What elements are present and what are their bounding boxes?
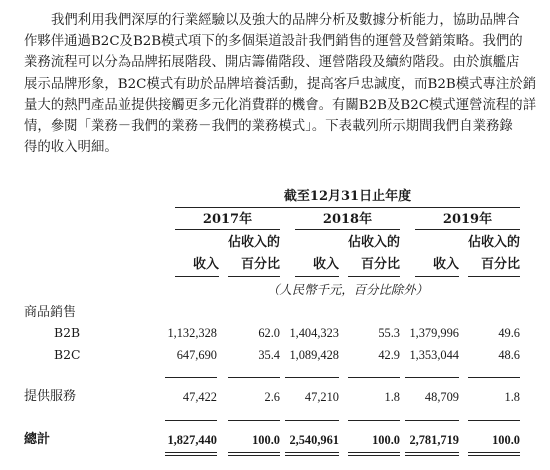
divider <box>348 420 400 421</box>
total-label: 總計 <box>24 432 51 447</box>
divider <box>468 377 520 378</box>
column-header: 收入 <box>192 257 219 272</box>
unit-note: （人民幣千元，百分比除外） <box>266 282 429 297</box>
column-header: 百分比 <box>360 257 400 272</box>
column-header: 佔收入的 <box>348 235 401 250</box>
divider <box>175 229 280 230</box>
column-header: 收入 <box>312 257 339 272</box>
divider <box>228 276 280 277</box>
column-header: 百分比 <box>240 257 280 272</box>
divider <box>295 276 339 277</box>
column-header: 佔收入的 <box>228 235 281 250</box>
divider <box>165 420 217 421</box>
paragraph-line: 情，參閱「業務－我們的業務－我們的業務模式」。下表載列所示期間我們自業務錄 <box>24 119 513 135</box>
cell-revenue: 1,132,328 <box>167 326 217 340</box>
divider <box>348 276 400 277</box>
intro-paragraph <box>24 10 537 158</box>
cell-revenue: 47,422 <box>182 390 217 404</box>
cell-percentage: 49.6 <box>498 326 520 340</box>
cell-revenue: 1,827,440 <box>167 433 217 447</box>
section-label: 商品銷售 <box>24 305 77 320</box>
year-header: 2018年 <box>322 212 373 227</box>
double-underline <box>468 452 520 456</box>
double-underline <box>228 452 280 456</box>
divider <box>405 420 459 421</box>
cell-percentage: 100.0 <box>492 433 520 447</box>
cell-revenue: 1,353,044 <box>409 348 459 362</box>
divider <box>468 276 520 277</box>
paragraph-line: 作夥伴通過B2C及B2B模式項下的多個渠道設計我們銷售的運營及營銷策略。我們的 <box>24 34 523 50</box>
paragraph-line: 我們利用我們深厚的行業經驗以及強大的品牌分析及數據分析能力，協助品牌合 <box>51 13 520 28</box>
divider <box>175 207 520 208</box>
cell-revenue: 1,379,996 <box>409 326 459 340</box>
divider <box>285 420 339 421</box>
cell-percentage: 48.6 <box>498 348 520 362</box>
cell-revenue: 1,404,323 <box>289 326 339 340</box>
cell-percentage: 62.0 <box>258 326 280 340</box>
column-header: 收入 <box>432 257 459 272</box>
cell-revenue: 1,089,428 <box>289 348 339 362</box>
cell-revenue: 2,540,961 <box>289 433 339 447</box>
cell-percentage: 42.9 <box>378 348 400 362</box>
paragraph-line: 量大的熱門產品並提供接觸更多元化消費群的機會。有關B2B及B2C模式運營流程的詳 <box>24 97 537 113</box>
period-header: 截至12月31日止年度 <box>283 189 412 204</box>
divider <box>228 420 280 421</box>
cell-percentage: 35.4 <box>258 348 280 362</box>
divider <box>295 229 400 230</box>
divider <box>405 377 459 378</box>
cell-percentage: 1.8 <box>504 390 520 404</box>
double-underline <box>285 452 339 456</box>
cell-percentage: 100.0 <box>372 433 400 447</box>
divider <box>468 420 520 421</box>
cell-revenue: 48,709 <box>424 390 459 404</box>
paragraph-line: 展示品牌形象，B2C模式有助於品牌培養活動，提高客戶忠誠度，而B2B模式專注於銷 <box>24 76 537 92</box>
paragraph-line: 得的收入明細。 <box>24 140 118 156</box>
divider <box>415 229 520 230</box>
divider <box>228 377 280 378</box>
divider <box>415 276 459 277</box>
cell-revenue: 47,210 <box>304 390 339 404</box>
divider <box>175 276 219 277</box>
row-label: B2B <box>54 325 81 340</box>
row-label: B2C <box>54 347 81 362</box>
divider <box>285 377 339 378</box>
row-label: 提供服務 <box>24 389 77 404</box>
year-header: 2019年 <box>442 212 493 227</box>
year-header: 2017年 <box>202 212 253 227</box>
cell-percentage: 2.6 <box>264 390 280 404</box>
column-header: 佔收入的 <box>468 235 521 250</box>
double-underline <box>348 452 400 456</box>
divider <box>165 377 217 378</box>
cell-percentage: 55.3 <box>378 326 400 340</box>
double-underline <box>165 452 217 456</box>
cell-revenue: 2,781,719 <box>409 433 459 447</box>
column-header: 百分比 <box>480 257 520 272</box>
double-underline <box>405 452 459 456</box>
divider <box>348 377 400 378</box>
paragraph-line: 業務流程可以分為品牌拓展階段、開店籌備階段、運營階段及續約階段。由於旗艦店 <box>24 55 520 71</box>
cell-percentage: 100.0 <box>252 433 280 447</box>
cell-percentage: 1.8 <box>384 390 400 404</box>
cell-revenue: 647,690 <box>176 348 217 362</box>
